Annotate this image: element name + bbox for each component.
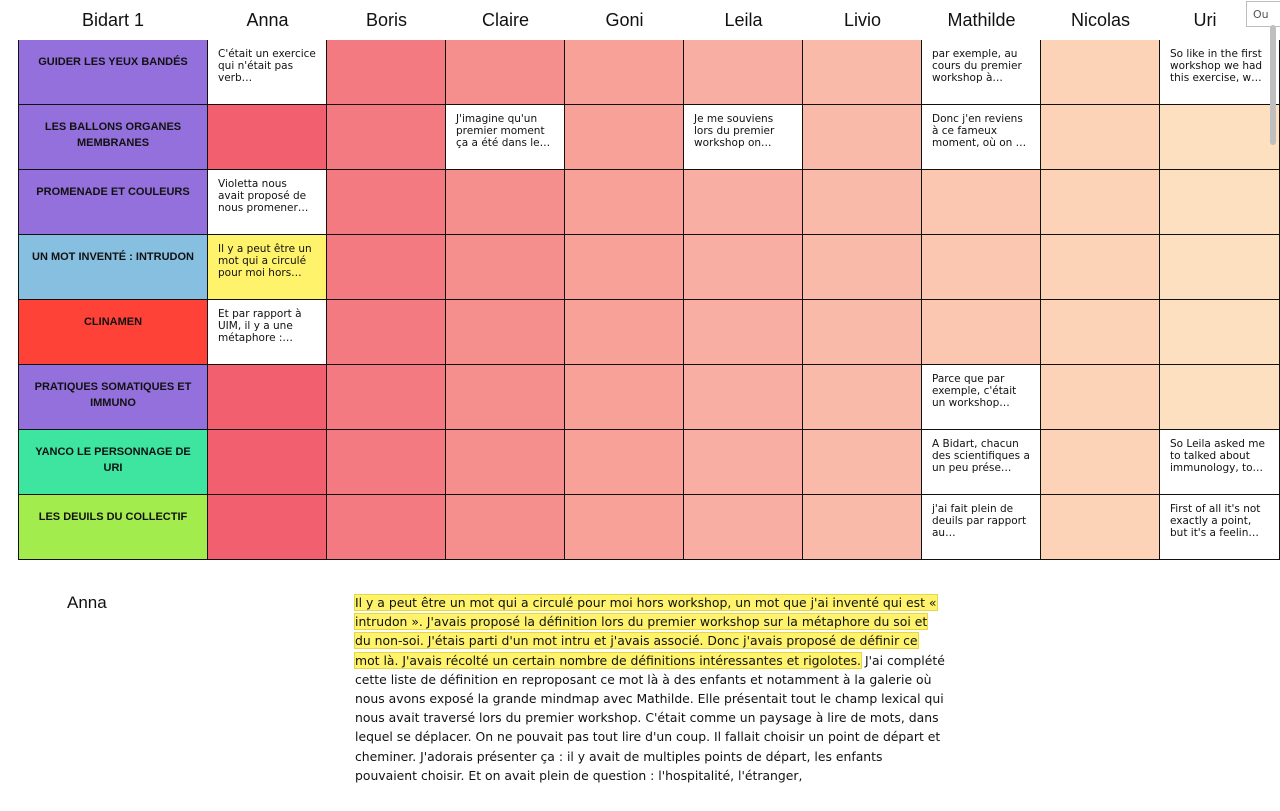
transcript-continuation: J'ai complété cette liste de définition en reproposant ce mot là à des enfants et notamment à la galerie où nous avons exposé la grande mindmap avec Mathilde. Elle présentait tout le champ lexical qui nous avait traversé lors du premier workshop. C'était comme un paysage à lire de mots, dans lequel se déplacer. On ne pouvait pas tout lire d'un coup. Il fallait choisir un point de départ et cheminer. J'adorais présenter ça : il y avait de multiples points de départ, les enfants pouvaient choisir. Et on avait plein de question : l'hospitalité, l'étranger,: [355, 652, 945, 783]
excerpt-cell[interactable]: Je me souviens lors du premier workshop on…: [684, 105, 803, 170]
empty-cell[interactable]: [803, 430, 922, 495]
excerpt-cell[interactable]: Violetta nous avait proposé de nous promener…: [208, 170, 327, 235]
empty-cell[interactable]: [1160, 300, 1280, 365]
column-header: [0, 0, 1280, 40]
excerpt-cell[interactable]: J'imagine qu'un premier moment ça a été dans le…: [446, 105, 565, 170]
empty-cell[interactable]: [208, 495, 327, 560]
excerpt-cell[interactable]: A Bidart, chacun des scientifiques a un peu prése…: [922, 430, 1041, 495]
detail-person-name: Anna: [67, 593, 107, 612]
empty-cell[interactable]: [684, 170, 803, 235]
empty-cell[interactable]: [208, 430, 327, 495]
excerpt-cell[interactable]: So Leila asked me to talked about immunology, to…: [1160, 430, 1280, 495]
empty-cell[interactable]: [446, 365, 565, 430]
search-input[interactable]: [1246, 1, 1280, 27]
empty-cell[interactable]: [1041, 430, 1160, 495]
column-header-boris[interactable]: Boris: [365, 9, 407, 30]
excerpt-cell[interactable]: C'était un exercice qui n'était pas verb…: [208, 40, 327, 105]
empty-cell[interactable]: [208, 365, 327, 430]
excerpt-cell[interactable]: Donc j'en reviens à ce fameux moment, où on …: [922, 105, 1041, 170]
empty-cell[interactable]: [803, 495, 922, 560]
column-header-livio[interactable]: Livio: [843, 9, 882, 30]
empty-cell[interactable]: [327, 300, 446, 365]
detail-transcript: [355, 593, 945, 785]
empty-cell[interactable]: [446, 40, 565, 105]
row-header[interactable]: PROMENADE ET COULEURS: [18, 170, 208, 235]
empty-cell[interactable]: [327, 365, 446, 430]
column-header-mathilde[interactable]: Mathilde: [947, 9, 1016, 30]
excerpt-cell[interactable]: Parce que par exemple, c'était un workshop…: [922, 365, 1041, 430]
empty-cell[interactable]: [922, 170, 1041, 235]
scrollbar[interactable]: [1270, 25, 1276, 145]
row-header[interactable]: GUIDER LES YEUX BANDÉS: [18, 40, 208, 105]
excerpt-cell[interactable]: Et par rapport à UIM, il y a une métaphore :…: [208, 300, 327, 365]
empty-cell[interactable]: [1041, 495, 1160, 560]
empty-cell[interactable]: [446, 495, 565, 560]
empty-cell[interactable]: [565, 300, 684, 365]
empty-cell[interactable]: [565, 105, 684, 170]
empty-cell[interactable]: [684, 365, 803, 430]
column-header-leila[interactable]: Leila: [724, 9, 763, 30]
empty-cell[interactable]: [1041, 235, 1160, 300]
empty-cell[interactable]: [208, 105, 327, 170]
excerpt-cell[interactable]: First of all it's not exactly a point, but it's a feelin…: [1160, 495, 1280, 560]
empty-cell[interactable]: [327, 495, 446, 560]
empty-cell[interactable]: [803, 365, 922, 430]
row-header[interactable]: LES DEUILS DU COLLECTIF: [18, 495, 208, 560]
row-header[interactable]: PRATIQUES SOMATIQUES ET IMMUNO: [18, 365, 208, 430]
column-header-anna[interactable]: Anna: [246, 9, 289, 30]
column-header-claire[interactable]: Claire: [481, 9, 529, 30]
row-header[interactable]: LES BALLONS ORGANES MEMBRANES: [18, 105, 208, 170]
empty-cell[interactable]: [803, 300, 922, 365]
empty-cell[interactable]: [1041, 365, 1160, 430]
empty-cell[interactable]: [565, 235, 684, 300]
empty-cell[interactable]: [327, 430, 446, 495]
empty-cell[interactable]: [565, 365, 684, 430]
empty-cell[interactable]: [565, 170, 684, 235]
empty-cell[interactable]: [1041, 105, 1160, 170]
empty-cell[interactable]: [803, 40, 922, 105]
column-header-uri[interactable]: Uri: [1193, 9, 1217, 30]
empty-cell[interactable]: [327, 105, 446, 170]
highlighted-excerpt: Il y a peut être un mot qui a circulé pour moi hors workshop, un mot que j'ai inventé qui est « intrudon ». J'avais proposé la définition lors du premier workshop sur la métaphore du soi et du non-soi. J'étais parti d'un mot intru et j'avais associé. Donc j'avais proposé de définir ce mot là. J'avais récolté un certain nombre de définitions intéressantes et rigolotes.: [355, 595, 937, 668]
empty-cell[interactable]: [446, 300, 565, 365]
empty-cell[interactable]: [922, 235, 1041, 300]
row-header[interactable]: YANCO LE PERSONNAGE DE URI: [18, 430, 208, 495]
excerpt-cell[interactable]: Il y a peut être un mot qui a circulé pour moi hors…: [208, 235, 327, 300]
empty-cell[interactable]: [565, 40, 684, 105]
empty-cell[interactable]: [1041, 300, 1160, 365]
row-header[interactable]: CLINAMEN: [18, 300, 208, 365]
row-header[interactable]: UN MOT INVENTÉ : INTRUDON: [18, 235, 208, 300]
empty-cell[interactable]: [565, 430, 684, 495]
empty-cell[interactable]: [1160, 105, 1280, 170]
empty-cell[interactable]: [446, 430, 565, 495]
board-title: Bidart 1: [81, 9, 145, 30]
empty-cell[interactable]: [803, 105, 922, 170]
empty-cell[interactable]: [1041, 170, 1160, 235]
empty-cell[interactable]: [684, 495, 803, 560]
empty-cell[interactable]: [1041, 40, 1160, 105]
empty-cell[interactable]: [446, 170, 565, 235]
empty-cell[interactable]: [1160, 170, 1280, 235]
empty-cell[interactable]: [446, 235, 565, 300]
empty-cell[interactable]: [803, 235, 922, 300]
empty-cell[interactable]: [684, 40, 803, 105]
column-header-nicolas[interactable]: Nicolas: [1070, 9, 1131, 30]
empty-cell[interactable]: [327, 40, 446, 105]
excerpt-cell[interactable]: par exemple, au cours du premier workshop à…: [922, 40, 1041, 105]
empty-cell[interactable]: [565, 495, 684, 560]
excerpt-cell[interactable]: j'ai fait plein de deuils par rapport au…: [922, 495, 1041, 560]
empty-cell[interactable]: [1160, 235, 1280, 300]
column-header-goni[interactable]: Goni: [605, 9, 644, 30]
empty-cell[interactable]: [684, 235, 803, 300]
empty-cell[interactable]: [327, 235, 446, 300]
excerpt-cell[interactable]: So like in the first workshop we had this exercise, w…: [1160, 40, 1280, 105]
empty-cell[interactable]: [327, 170, 446, 235]
empty-cell[interactable]: [922, 300, 1041, 365]
empty-cell[interactable]: [684, 300, 803, 365]
empty-cell[interactable]: [684, 430, 803, 495]
empty-cell[interactable]: [803, 170, 922, 235]
empty-cell[interactable]: [1160, 365, 1280, 430]
contributions-grid: [18, 40, 1280, 555]
